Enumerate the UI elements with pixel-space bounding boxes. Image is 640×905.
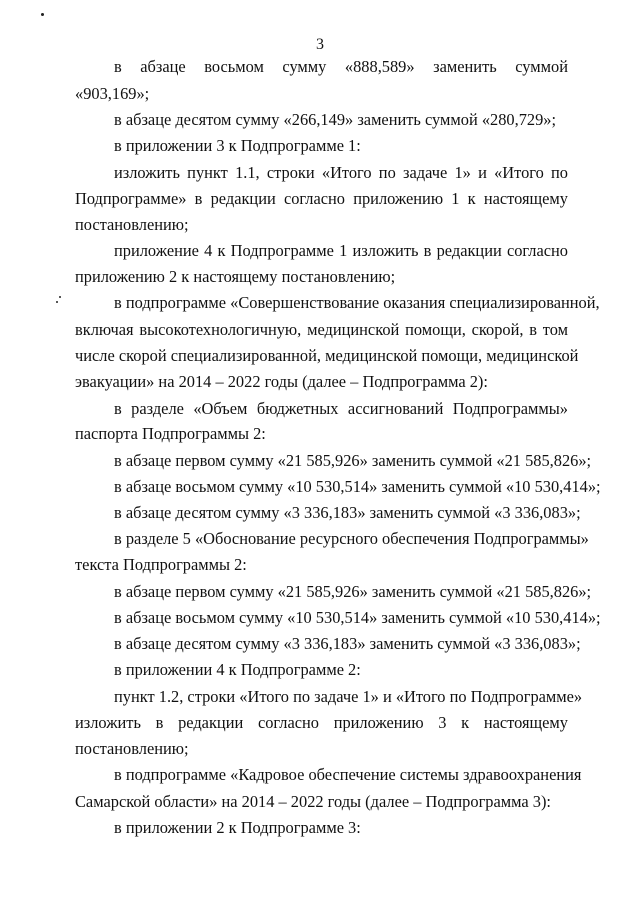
scan-speck	[59, 296, 61, 298]
text-line: включая высокотехнологичную, медицинской помощи, скорой, в том	[75, 320, 568, 339]
text-line: в абзаце восьмом сумму «888,589» заменить суммой	[114, 57, 568, 76]
text-line: пункт 1.2, строки «Итого по задаче 1» и «Итого по Подпрограмме»	[114, 687, 583, 706]
text-line: паспорта Подпрограммы 2:	[75, 424, 266, 443]
text-line: в приложении 3 к Подпрограмме 1:	[114, 136, 361, 155]
text-line: в разделе «Объем бюджетных ассигнований Подпрограммы»	[114, 399, 568, 418]
text-line: в приложении 4 к Подпрограмме 2:	[114, 660, 361, 679]
text-line: в подпрограмме «Кадровое обеспечение системы здравоохранения	[114, 765, 582, 784]
scan-speck	[56, 301, 58, 303]
text-line: эвакуации» на 2014 – 2022 годы (далее – Подпрограмма 2):	[75, 372, 488, 391]
text-line: в абзаце десятом сумму «266,149» заменить суммой «280,729»;	[114, 110, 557, 129]
text-line: в подпрограмме «Совершенствование оказания специализированной,	[114, 293, 600, 312]
text-line: Подпрограмме» в редакции согласно приложению 1 к настоящему	[75, 189, 568, 208]
text-line: в абзаце восьмом сумму «10 530,514» заменить суммой «10 530,414»;	[114, 608, 601, 627]
text-line: в разделе 5 «Обоснование ресурсного обеспечения Подпрограммы»	[114, 529, 589, 548]
text-line: в абзаце первом сумму «21 585,926» заменить суммой «21 585,826»;	[114, 451, 592, 470]
text-line: числе скорой специализированной, медицинской помощи, медицинской	[75, 346, 579, 365]
text-line: в абзаце первом сумму «21 585,926» заменить суммой «21 585,826»;	[114, 582, 592, 601]
text-line: текста Подпрограммы 2:	[75, 555, 247, 574]
text-line: в абзаце десятом сумму «3 336,183» заменить суммой «3 336,083»;	[114, 634, 581, 653]
text-line: в абзаце восьмом сумму «10 530,514» заменить суммой «10 530,414»;	[114, 477, 601, 496]
text-line: в приложении 2 к Подпрограмме 3:	[114, 818, 361, 837]
text-line: приложение 4 к Подпрограмме 1 изложить в редакции согласно	[114, 241, 568, 260]
text-line: в абзаце десятом сумму «3 336,183» заменить суммой «3 336,083»;	[114, 503, 581, 522]
text-line: Самарской области» на 2014 – 2022 годы (далее – Подпрограмма 3):	[75, 792, 551, 811]
text-line: постановлению;	[75, 215, 189, 234]
page-number: 3	[316, 36, 324, 53]
text-line: приложению 2 к настоящему постановлению;	[75, 267, 396, 286]
scan-speck	[41, 13, 44, 16]
text-line: «903,169»;	[75, 84, 150, 103]
text-line: изложить в редакции согласно приложению 3 к настоящему	[75, 713, 568, 732]
text-line: постановлению;	[75, 739, 189, 758]
text-line: изложить пункт 1.1, строки «Итого по задаче 1» и «Итого по	[114, 163, 568, 182]
